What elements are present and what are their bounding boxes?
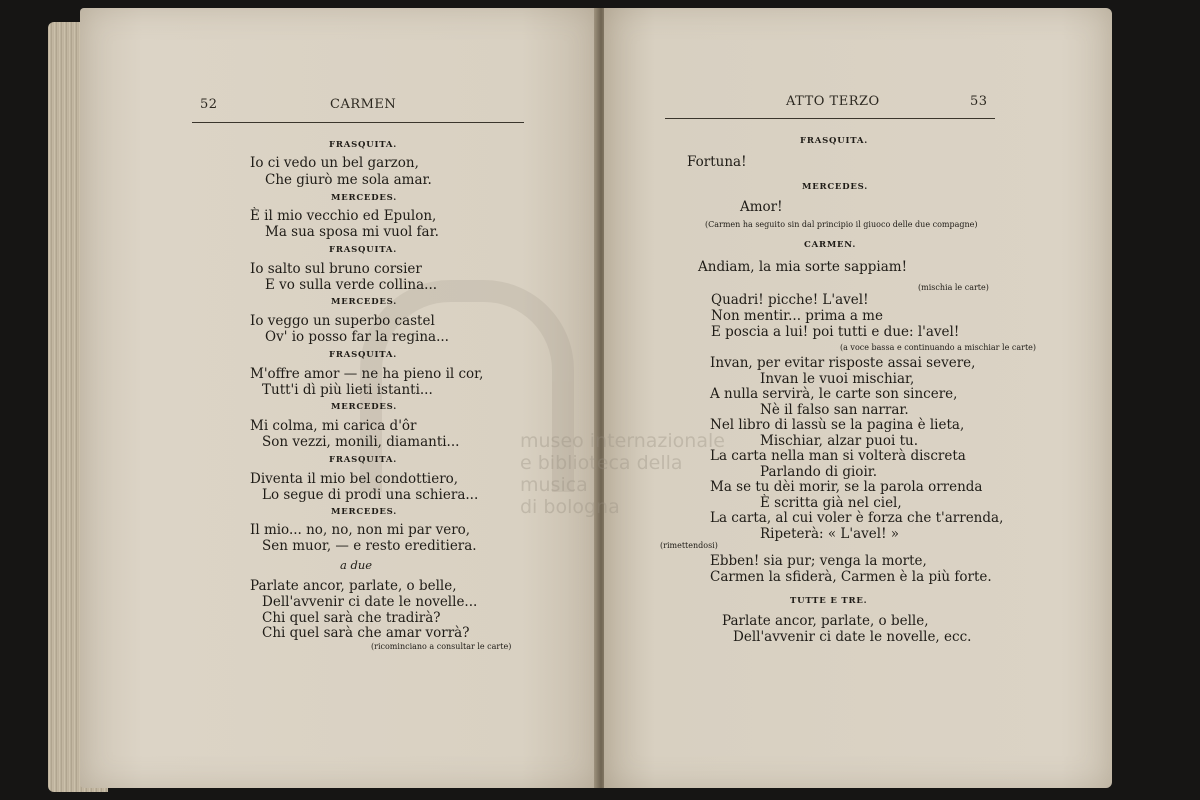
verse-line: È scritta già nel ciel, bbox=[760, 495, 902, 511]
stage-direction: (mischia le carte) bbox=[918, 283, 989, 292]
verse-line: Ma sua sposa mi vuol far. bbox=[265, 224, 439, 240]
verse-line: M'offre amor — ne ha pieno il cor, bbox=[250, 366, 484, 382]
verse-line: Ov' io posso far la regina... bbox=[265, 329, 449, 345]
verse-line: Ripeterà: « L'avel! » bbox=[760, 526, 900, 542]
verse-line: Son vezzi, monili, diamanti... bbox=[262, 434, 460, 450]
speaker-label: TUTTE E TRE. bbox=[790, 596, 868, 606]
speaker-label: MERCEDES. bbox=[331, 193, 398, 203]
verse-line: Andiam, la mia sorte sappiam! bbox=[698, 259, 908, 275]
verse-line: Quadri! picche! L'avel! bbox=[711, 292, 869, 308]
verse-line: Sen muor, — e resto ereditiera. bbox=[262, 538, 477, 554]
speaker-label: MERCEDES. bbox=[802, 182, 869, 192]
speaker-label: CARMEN. bbox=[804, 240, 857, 250]
speaker-label: MERCEDES. bbox=[331, 507, 398, 517]
speaker-label: MERCEDES. bbox=[331, 402, 398, 412]
verse-line: Ma se tu dèi morir, se la parola orrenda bbox=[710, 479, 983, 495]
verse-line: Invan le vuoi mischiar, bbox=[760, 371, 915, 387]
verse-line: Nè il falso san narrar. bbox=[760, 402, 909, 418]
watermark-text bbox=[520, 430, 740, 518]
verse-line: A nulla servirà, le carte son sincere, bbox=[710, 386, 958, 402]
right-running-head: ATTO TERZO bbox=[786, 94, 880, 109]
verse-line: Chi quel sarà che tradirà? bbox=[262, 610, 441, 626]
verse-line: Invan, per evitar risposte assai severe, bbox=[710, 355, 976, 371]
a-due-label: a due bbox=[340, 558, 373, 572]
verse-line: Non mentir... prima a me bbox=[711, 308, 883, 324]
verse-line: E vo sulla verde collina... bbox=[265, 277, 438, 293]
verse-line: È il mio vecchio ed Epulon, bbox=[250, 208, 437, 224]
verse-line: Il mio... no, no, non mi par vero, bbox=[250, 522, 471, 538]
verse-line: Dell'avvenir ci date le novelle... bbox=[262, 594, 478, 610]
verse-line: Carmen la sfiderà, Carmen è la più forte. bbox=[710, 569, 992, 585]
verse-line: Fortuna! bbox=[687, 154, 747, 170]
speaker-label: FRASQUITA. bbox=[329, 350, 398, 360]
verse-line: Che giurò me sola amar. bbox=[265, 172, 432, 188]
verse-line: Lo segue di prodi una schiera... bbox=[262, 487, 479, 503]
stage-direction: (a voce bassa e continuando a mischiar le carte) bbox=[840, 343, 1037, 352]
speaker-label: FRASQUITA. bbox=[800, 136, 869, 146]
verse-line: Tutt'i dì più lieti istanti... bbox=[262, 382, 433, 398]
verse-line: Ebben! sia pur; venga la morte, bbox=[710, 553, 927, 569]
verse-line: Io salto sul bruno corsier bbox=[250, 261, 422, 277]
speaker-label: FRASQUITA. bbox=[329, 245, 398, 255]
right-page-number: 53 bbox=[970, 94, 988, 109]
verse-line: Dell'avvenir ci date le novelle, ecc. bbox=[733, 629, 972, 645]
verse-line: La carta nella man si volterà discreta bbox=[710, 448, 966, 464]
verse-line: Amor! bbox=[740, 199, 783, 215]
verse-line: Parlate ancor, parlate, o belle, bbox=[722, 613, 929, 629]
watermark-line: museo internazionale bbox=[520, 430, 725, 452]
speaker-label: MERCEDES. bbox=[331, 297, 398, 307]
stage-direction: (Carmen ha seguito sin dal principio il giuoco delle due compagne) bbox=[705, 220, 978, 229]
verse-line: Io veggo un superbo castel bbox=[250, 313, 435, 329]
verse-line: Nel libro di lassù se la pagina è lieta, bbox=[710, 417, 965, 433]
speaker-label: FRASQUITA. bbox=[329, 140, 398, 150]
verse-line: Diventa il mio bel condottiero, bbox=[250, 471, 459, 487]
stage-direction: (ricominciano a consultar le carte) bbox=[371, 642, 512, 651]
verse-line: La carta, al cui voler è forza che t'arrenda, bbox=[710, 510, 1004, 526]
left-page-number: 52 bbox=[200, 97, 218, 112]
watermark-line: e biblioteca della musica bbox=[520, 452, 683, 496]
right-header-rule bbox=[665, 118, 995, 119]
left-running-head: CARMEN bbox=[330, 97, 397, 112]
verse-line: Mischiar, alzar puoi tu. bbox=[760, 433, 918, 449]
watermark-line: di bologna bbox=[520, 496, 620, 518]
verse-line: Chi quel sarà che amar vorrà? bbox=[262, 625, 470, 641]
verse-line: E poscia a lui! poi tutti e due: l'avel! bbox=[711, 324, 960, 340]
verse-line: Mi colma, mi carica d'ôr bbox=[250, 418, 417, 434]
verse-line: Parlate ancor, parlate, o belle, bbox=[250, 578, 457, 594]
left-header-rule bbox=[192, 122, 524, 123]
verse-line: Parlando di gioir. bbox=[760, 464, 878, 480]
speaker-label: FRASQUITA. bbox=[329, 455, 398, 465]
verse-line: Io ci vedo un bel garzon, bbox=[250, 155, 419, 171]
stage-direction: (rimettendosi) bbox=[660, 541, 718, 550]
